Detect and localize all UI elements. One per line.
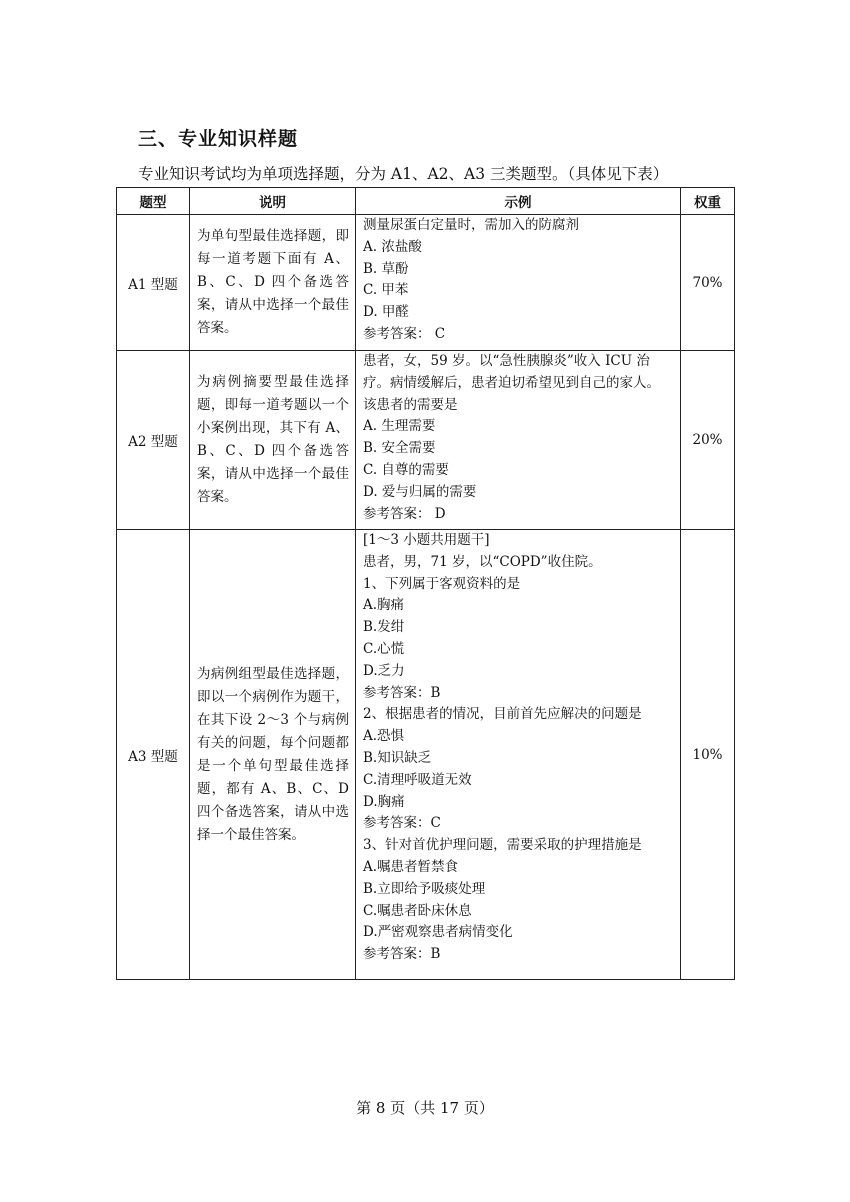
example-line: 参考答案：C [363, 815, 441, 832]
intro-text: 专业知识考试均为单项选择题，分为 A1、A2、A3 三类题型。（具体见下表） [138, 165, 669, 183]
example-line: B.发绀 [363, 619, 405, 636]
example-line: D. 爱与归属的需要 [363, 483, 477, 500]
example-line: D.胸痛 [363, 793, 405, 810]
example-line: A. 生理需要 [363, 418, 436, 435]
table-row [117, 215, 735, 351]
row-type: A3 型题 [117, 530, 190, 980]
row-description: 为病例摘要型最佳选择题，即每一道考题以一个小案例出现，其下有 A、B、C、D 四个备选答案，请从中选择一个最佳答案。 [190, 351, 356, 530]
table-header-row [117, 188, 735, 215]
example-line: 患者，男，71 岁，以“COPD”收住院。 [363, 553, 602, 570]
row-weight: 20% [681, 351, 735, 530]
example-line: C. 甲苯 [363, 282, 409, 299]
example-line: 疗。病情缓解后，患者迫切希望见到自己的家人。 [363, 374, 660, 391]
row-weight: 10% [681, 530, 735, 980]
example-line: C.心慌 [363, 640, 405, 657]
example-line: 参考答案：B [363, 946, 441, 963]
example-line: D.严密观察患者病情变化 [363, 924, 513, 941]
example-line: 该患者的需要是 [363, 396, 458, 413]
example-line: C.嘱患者卧床休息 [363, 902, 472, 919]
example-line: A.嘱患者暂禁食 [363, 858, 459, 875]
example-line: 2、根据患者的情况，目前首先应解决的问题是 [363, 706, 642, 723]
example-line: D. 甲醛 [363, 304, 409, 321]
row-example [356, 530, 681, 980]
row-example [356, 351, 681, 530]
example-line: 测量尿蛋白定量时，需加入的防腐剂 [363, 217, 579, 233]
row-description: 为单句型最佳选择题，即每一道考题下面有 A、B、C、D 四个备选答案，请从中选择一个最佳答案。 [190, 215, 356, 351]
header-type: 题型 [117, 188, 190, 215]
table-row [117, 351, 735, 530]
row-type: A1 型题 [117, 215, 190, 351]
example-line: 参考答案： D [363, 505, 446, 522]
example-line: 3、针对首优护理问题，需要采取的护理措施是 [363, 837, 642, 854]
example-line: A. 浓盐酸 [363, 238, 422, 255]
page-footer: 第 8 页（共 17 页） [356, 1099, 494, 1117]
row-type: A2 型题 [117, 351, 190, 530]
example-line: [1～3 小题共用题干] [363, 532, 490, 548]
row-example [356, 215, 681, 351]
section-heading: 三、专业知识样题 [138, 128, 299, 150]
header-description: 说明 [190, 188, 356, 215]
row-weight: 70% [681, 215, 735, 351]
header-example: 示例 [356, 188, 681, 215]
row-description: 为病例组型最佳选择题，即以一个病例作为题干，在其下设 2～3 个与病例有关的问题，每个问题都是一个单句型最佳选择题，都有 A、B、C、D 四个备选答案，请从中选择一个最佳答案。 [190, 530, 356, 980]
example-line: 参考答案： C [363, 325, 446, 342]
example-line: A.恐惧 [363, 728, 405, 745]
header-weight: 权重 [681, 188, 735, 215]
example-line: 患者，女，59 岁。以“急性胰腺炎”收入 ICU 治 [363, 353, 650, 369]
example-line: C.清理呼吸道无效 [363, 771, 472, 788]
example-line: C. 自尊的需要 [363, 461, 449, 478]
example-line: A.胸痛 [363, 597, 405, 614]
example-line: 1、下列属于客观资料的是 [363, 575, 521, 592]
example-line: B. 安全需要 [363, 440, 436, 457]
example-line: B.知识缺乏 [363, 749, 432, 766]
table-row [117, 530, 735, 980]
example-line: 参考答案：B [363, 684, 441, 701]
example-line: D.乏力 [363, 662, 405, 679]
question-types-table [116, 187, 735, 980]
example-line: B. 草酚 [363, 260, 409, 277]
example-line: B.立即给予吸痰处理 [363, 880, 486, 897]
